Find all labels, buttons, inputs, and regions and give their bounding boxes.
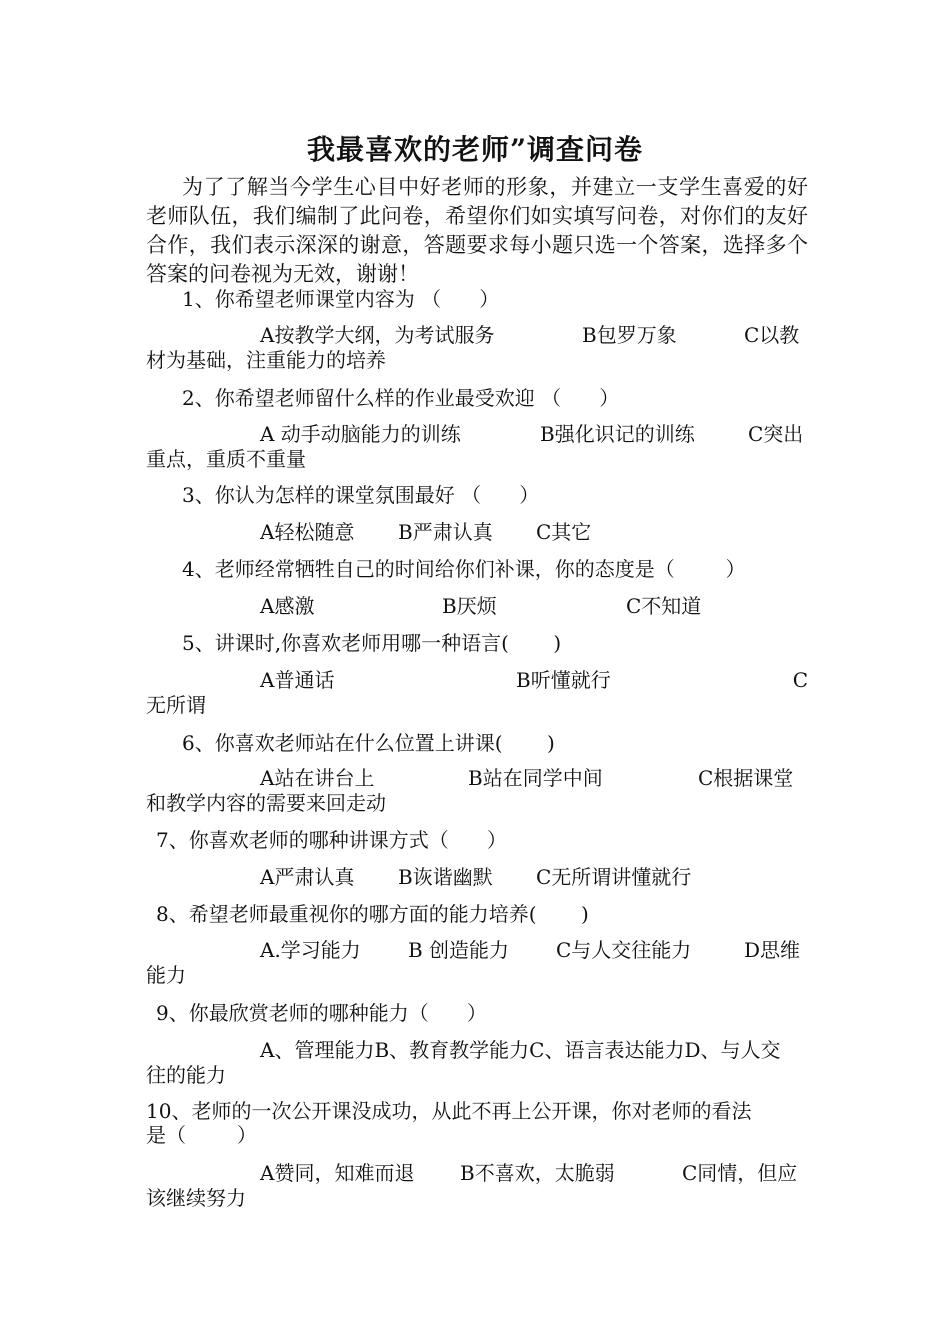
option-1-continuation: 材为基础，注重能力的培养 [146, 348, 386, 372]
options-6 [146, 766, 808, 816]
options-4 [146, 594, 808, 619]
option-4a: A感激 [260, 594, 315, 618]
option-8d: D思维 [744, 938, 801, 962]
question-5: 5、讲课时,你喜欢老师用哪一种语言( ) [182, 631, 562, 655]
option-3a: A轻松随意 [260, 520, 355, 544]
option-7a: A严肃认真 [260, 865, 355, 889]
option-9-continuation: 往的能力 [146, 1063, 226, 1087]
options-3 [146, 520, 808, 545]
option-10-continuation: 该继续努力 [146, 1186, 246, 1210]
option-6c: C根据课堂 [698, 766, 794, 790]
option-9-all: A、管理能力B、教育教学能力C、语言表达能力D、与人交 [260, 1038, 781, 1062]
page-title: 我最喜欢的老师”调查问卷 [306, 133, 644, 166]
options-5 [146, 668, 808, 718]
option-10c: C同情，但应 [682, 1161, 798, 1185]
option-8c: C与人交往能力 [556, 938, 692, 962]
option-10b: B不喜欢，太脆弱 [460, 1161, 615, 1185]
option-2c: C突出 [748, 422, 804, 446]
question-6: 6、你喜欢老师站在什么位置上讲课( ) [182, 731, 555, 755]
option-8b: B 创造能力 [408, 938, 510, 962]
question-4: 4、老师经常牺牲自己的时间给你们补课，你的态度是（ ） [182, 557, 746, 581]
question-10-continuation: 是（ ） [146, 1123, 257, 1147]
option-5-continuation: 无所谓 [146, 693, 206, 717]
options-1 [146, 323, 808, 373]
options-7 [146, 865, 808, 890]
option-2b: B强化识记的训练 [540, 422, 695, 446]
options-9 [146, 1038, 808, 1088]
option-3b: B严肃认真 [398, 520, 493, 544]
question-9: 9、你最欣赏老师的哪种能力（ ） [156, 1001, 487, 1025]
option-4c: C不知道 [626, 594, 702, 618]
option-1c: C以教 [744, 323, 800, 347]
option-5b: B听懂就行 [516, 668, 611, 692]
question-3: 3、你认为怎样的课堂氛围最好 （ ） [182, 483, 540, 507]
question-1: 1、你希望老师课堂内容为 （ ） [182, 287, 500, 311]
option-6-continuation: 和教学内容的需要来回走动 [146, 791, 386, 815]
option-3c: C其它 [536, 520, 592, 544]
options-2 [146, 422, 808, 472]
option-1a: A按教学大纲，为考试服务 [260, 323, 495, 347]
option-7c: C无所谓讲懂就行 [536, 865, 692, 889]
option-10a: A赞同，知难而退 [260, 1161, 415, 1185]
options-10 [146, 1161, 808, 1211]
option-2a: A 动手动脑能力的训练 [260, 422, 461, 446]
option-7b: B诙谐幽默 [398, 865, 493, 889]
option-5a: A普通话 [260, 668, 335, 692]
intro-paragraph: 为了了解当今学生心目中好老师的形象，并建立一支学生喜爱的好老师队伍，我们编制了此问卷，希望你们如实填写问卷，对你们的友好合作，我们表示深深的谢意，答题要求每小题只选一个答案，选择多个答案的问卷视为无效，谢谢！ [146, 175, 808, 286]
question-7: 7、你喜欢老师的哪种讲课方式（ ） [156, 828, 507, 852]
option-8-continuation: 能力 [146, 963, 186, 987]
option-2-continuation: 重点，重质不重量 [146, 447, 306, 471]
option-4b: B厌烦 [442, 594, 497, 618]
option-8a: A.学习能力 [260, 938, 361, 962]
option-6a: A站在讲台上 [260, 766, 375, 790]
option-5c: C [792, 668, 808, 692]
option-1b: B包罗万象 [582, 323, 677, 347]
question-2: 2、你希望老师留什么样的作业最受欢迎 （ ） [182, 386, 620, 410]
options-8 [146, 938, 808, 988]
question-10: 10、老师的一次公开课没成功，从此不再上公开课，你对老师的看法 [146, 1099, 752, 1123]
question-8: 8、希望老师最重视你的哪方面的能力培养( ) [156, 902, 589, 926]
option-6b: B站在同学中间 [468, 766, 603, 790]
